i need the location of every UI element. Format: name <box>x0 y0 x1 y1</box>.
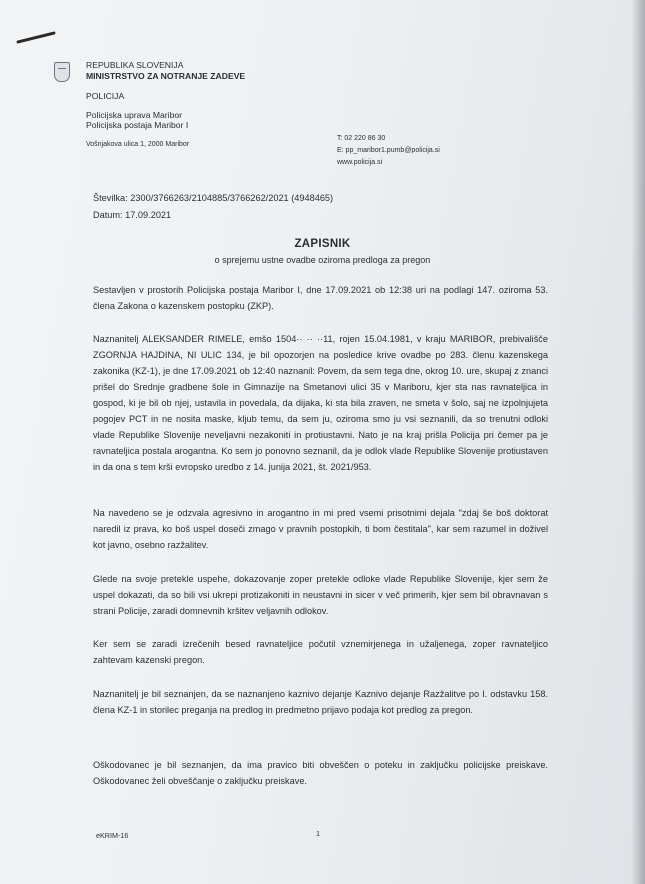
footer-page-number: 1 <box>316 829 320 838</box>
document-subtitle: o sprejemu ustne ovadbe oziroma predloga za pregon <box>214 255 431 265</box>
header-unit-police-station: Policijska postaja Maribor I <box>86 120 189 130</box>
footer-form-code: eKRIM-16 <box>96 831 129 840</box>
page-edge-shadow <box>631 0 645 884</box>
header-address: Vošnjakova ulica 1, 2000 Maribor <box>86 141 190 148</box>
paragraph-victim-notice: Oškodovanec je bil seznanjen, da ima pravico biti obveščen o poteku in zaključku policijske preiskave. Oškodovanec želi obveščanje o zaključku preiskave. <box>93 760 548 786</box>
paragraph-statement: Naznanitelj ALEKSANDER RIMELE, emšo 1504·· ·· ··11, rojen 15.04.1981, v kraju MARIBOR, prebivališče ZGORNJA HAJDINA, NI ULIC 134, je bil opozorjen na posledice krive ovadbe po 283. členu kazenskega zakonika (KZ-1), je dne 17.09.2021 ob 12:40 naznanil: Povem, da sem tega dne, okrog 10. ure, skupaj z znanci prišel do Srednje gradbene šole in Gimnazije na Smetanovi ulici 35 v Mariboru, kjer sta nas ravnateljica in gospod, ki je bil ob njej, ustavila in povedala, da dijaka, ki sta bila zraven, ne smeta v šolo, saj ne izpolnjujeta pogojev PCT in ne nosita maske, kljub temu, da sem ju, oziroma smo ju vsi seznanili, da so trenutni odloki vlade Republike Slovenije neveljavni nezakoniti in protiustavni. Nato je na kraj prišla Policija pri čemer pa je ravnateljica postala arogantna. Ko sem jo ponovno seznanil, da je odlok vlade Republike Slovenije protiustaven in da ona s tem krši evropsko uredbo z 14. junija 2021, št. 2021/953. <box>93 334 548 472</box>
document-date: Datum: 17.09.2021 <box>93 210 172 220</box>
paragraph-past-success: Glede na svoje pretekle uspehe, dokazovanje zoper pretekle odloke vlade Republike Slovenije, kjer sem že uspel dokazati, da so bili vsi ukrepi protizakoniti in neustavni in sicer v več primerih, kjer sem bil obravnavan s strani Policije, zaradi domnevnih kršitev veljavnih odlokov. <box>93 574 548 616</box>
header-republic: REPUBLIKA SLOVENIJA <box>86 60 184 70</box>
paragraph-offence-notice: Naznanitelj je bil seznanjen, da se naznanjeno kaznivo dejanje Kaznivo dejanje Razžalitve po I. odstavku 158. člena KZ-1 in storilec preganja na predlog in predmetno prijavo podaja kot predlog za pregon. <box>93 689 548 715</box>
paragraph-demand: Ker sem se zaradi izrečenih besed ravnateljice počutil vznemirjenega in užaljenega, zoper ravnateljico zahtevam kazenski pregon. <box>93 639 548 665</box>
pen-mark <box>16 31 56 44</box>
paragraph-response: Na navedeno se je odzvala agresivno in arogantno in mi pred vsemi prisotnimi dejala "zdaj še boš doktorat naredil iz prava, ko boš uspel doseči zmago v pravnih postopkih, ti bom čestitala", kar sem razumel in doživel kot javno, osebno razžalitev. <box>93 508 548 550</box>
header-email: E: pp_maribor1.pumb@policija.si <box>337 147 440 154</box>
document-number: Številka: 2300/3766263/2104885/3766262/2021 (4948465) <box>93 193 334 203</box>
header-ministry: MINISTRSTVO ZA NOTRANJE ZADEVE <box>86 71 246 81</box>
header-phone: T: 02 220 86 30 <box>337 135 386 142</box>
header-web: www.policija.si <box>337 159 383 166</box>
coat-of-arms-icon <box>54 62 70 82</box>
header-unit-police-directorate: Policijska uprava Maribor <box>86 110 182 120</box>
document-title: ZAPISNIK <box>294 238 351 250</box>
header-police: POLICIJA <box>86 91 125 101</box>
paragraph-drafted: Sestavljen v prostorih Policijska postaja Maribor I, dne 17.09.2021 ob 12:38 uri na podlagi 147. oziroma 53. člena Zakona o kazenskem postopku (ZKP). <box>93 285 548 311</box>
